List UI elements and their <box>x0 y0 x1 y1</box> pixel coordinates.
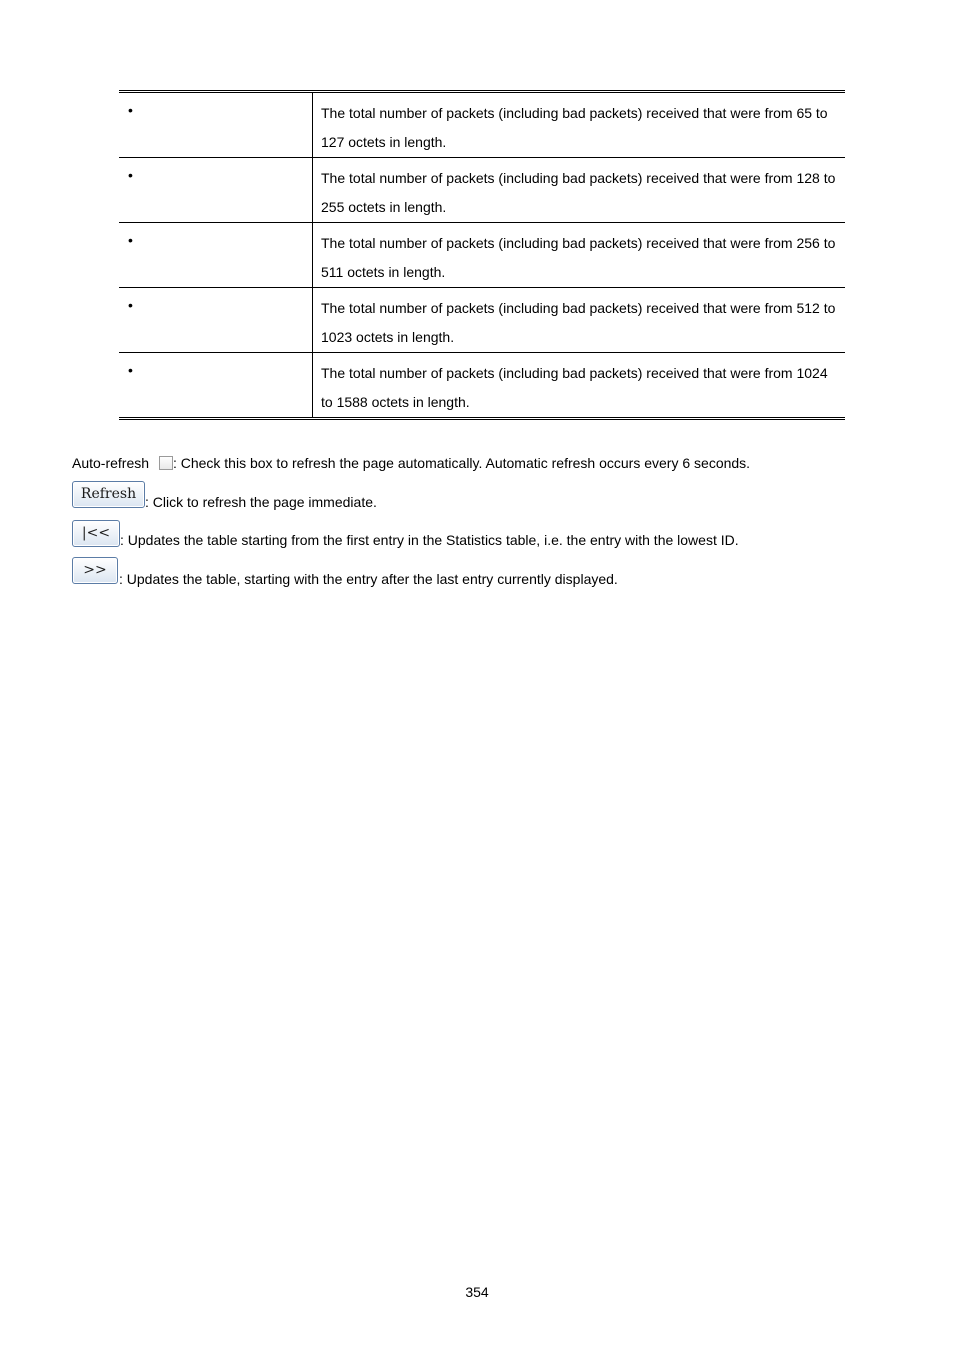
refresh-button[interactable]: Refresh <box>72 481 145 508</box>
auto-refresh-checkbox[interactable] <box>159 456 173 470</box>
bullet: • <box>128 297 133 313</box>
refresh-description: : Click to refresh the page immediate. <box>145 494 377 510</box>
table-row <box>119 223 845 288</box>
bullet: • <box>128 232 133 248</box>
bullet: • <box>128 362 133 378</box>
table-row <box>119 158 845 223</box>
bullet: • <box>128 102 133 118</box>
row-description: The total number of packets (including bad packets) received that were from 128 to 255 octets in length. <box>313 158 846 223</box>
row-description: The total number of packets (including bad packets) received that were from 512 to 1023 octets in length. <box>313 288 846 353</box>
row-description: The total number of packets (including bad packets) received that were from 1024 to 1588 octets in length. <box>313 353 846 419</box>
table-row <box>119 92 845 158</box>
row-description: The total number of packets (including bad packets) received that were from 256 to 511 octets in length. <box>313 223 846 288</box>
next-page-button[interactable]: >> <box>72 557 118 584</box>
auto-refresh-row <box>72 455 750 471</box>
first-page-description: : Updates the table starting from the first entry in the Statistics table, i.e. the entry with the lowest ID. <box>120 532 739 548</box>
table-row <box>119 353 845 419</box>
next-page-description: : Updates the table, starting with the entry after the last entry currently displayed. <box>119 571 618 587</box>
first-page-button[interactable]: |<< <box>72 520 120 547</box>
auto-refresh-description: : Check this box to refresh the page automatically. Automatic refresh occurs every 6 seconds. <box>172 455 751 471</box>
row-description: The total number of packets (including bad packets) received that were from 65 to 127 octets in length. <box>321 105 828 150</box>
auto-refresh-label: Auto-refresh <box>72 455 150 471</box>
page-number: 354 <box>465 1284 489 1300</box>
bullet: • <box>128 167 133 183</box>
statistics-description-table <box>119 90 845 420</box>
table-row <box>119 288 845 353</box>
